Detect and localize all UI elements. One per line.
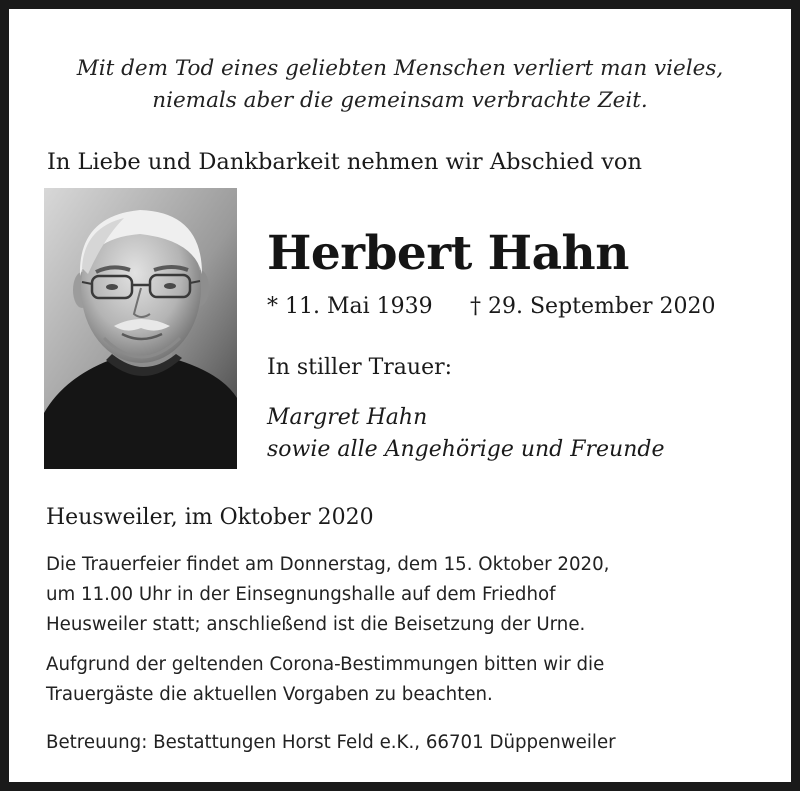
mourner-line-1: Margret Hahn [267, 405, 428, 430]
corona-line-1: Aufgrund der geltenden Corona-Bestimmungen bitten wir die [46, 654, 605, 675]
place-date: Heusweiler, im Oktober 2020 [46, 505, 374, 530]
motto-line-2: niemals aber die gemeinsam verbrachte Zeit. [152, 88, 648, 113]
ceremony-line-3: Heusweiler statt; anschließend ist die Beisetzung der Urne. [46, 614, 586, 635]
mourning-heading: In stiller Trauer: [267, 355, 453, 380]
death-date: † 29. September 2020 [470, 294, 716, 319]
mourner-line-2: sowie alle Angehörige und Freunde [267, 437, 665, 462]
funeral-home: Betreuung: Bestattungen Horst Feld e.K., 66701 Düppenweiler [46, 732, 616, 753]
intro-text: In Liebe und Dankbarkeit nehmen wir Abschied von [47, 149, 642, 175]
ceremony-line-2: um 11.00 Uhr in der Einsegnungshalle auf dem Friedhof [46, 584, 556, 605]
portrait-photo [44, 188, 237, 469]
deceased-name: Herbert Hahn [267, 226, 629, 281]
ceremony-line-1: Die Trauerfeier findet am Donnerstag, dem 15. Oktober 2020, [46, 554, 610, 575]
corona-line-2: Trauergäste die aktuellen Vorgaben zu beachten. [46, 684, 493, 705]
birth-date: * 11. Mai 1939 [267, 294, 433, 319]
motto-line-1: Mit dem Tod eines geliebten Menschen verliert man vieles, [76, 56, 724, 81]
